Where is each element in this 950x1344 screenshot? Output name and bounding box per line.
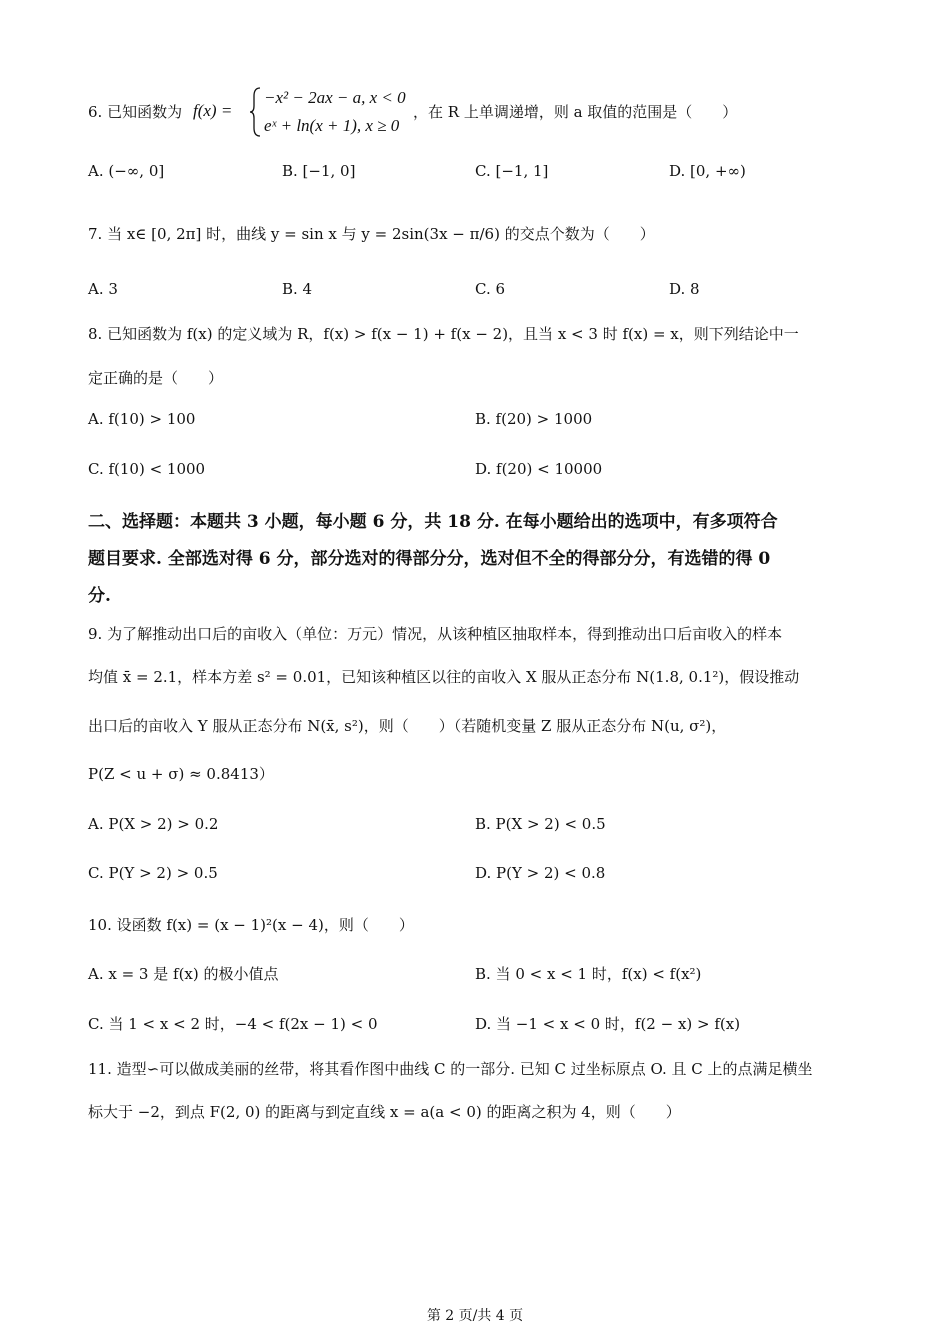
section-2-line-2: 题目要求. 全部选对得 6 分，部分选对的得部分分，选对但不全的得部分分，有选错的得 0 bbox=[88, 549, 771, 569]
q6-suffix: ，在 R 上单调递增，则 a 取值的范围是（ ） bbox=[413, 103, 738, 121]
section-2-heading bbox=[88, 504, 868, 615]
question-10-stem: 10. 设函数 f(x) = (x − 1)²(x − 4)，则（ ） bbox=[88, 916, 414, 934]
q7-option-b: B. 4 bbox=[282, 280, 313, 298]
q7-option-a: A. 3 bbox=[88, 280, 118, 298]
question-9-line-1: 9. 为了解推动出口后的亩收入（单位：万元）情况，从该种植区抽取样本，得到推动出口后亩收入的样本 bbox=[88, 625, 783, 643]
q10-option-d: D. 当 −1 < x < 0 时，f(2 − x) > f(x) bbox=[475, 1015, 741, 1033]
q10-option-b: B. 当 0 < x < 1 时，f(x) < f(x²) bbox=[475, 965, 702, 983]
q8-option-c: C. f(10) < 1000 bbox=[88, 460, 206, 478]
section-2-line-3: 分. bbox=[88, 586, 111, 606]
q8-option-d: D. f(20) < 10000 bbox=[475, 460, 603, 478]
q6-case-2: eˣ + ln(x + 1), x ≥ 0 bbox=[264, 116, 400, 135]
q8-option-a: A. f(10) > 100 bbox=[88, 410, 196, 428]
q10-options-row-1 bbox=[88, 963, 868, 989]
q8-options-row-2 bbox=[88, 460, 868, 486]
q6-prefix: 6. 已知函数为 bbox=[88, 103, 183, 121]
q6-option-c: C. [−1, 1] bbox=[475, 162, 549, 180]
page-footer: 第 2 页/共 4 页 bbox=[426, 1308, 524, 1324]
q8-option-b: B. f(20) > 1000 bbox=[475, 410, 593, 428]
left-brace-icon bbox=[248, 86, 262, 138]
q6-function-name: f(x) = bbox=[193, 101, 233, 120]
q6-options bbox=[88, 162, 868, 188]
question-11-line-1: 11. 造型∽可以做成美丽的丝带，将其看作图中曲线 C 的一部分. 已知 C 过坐标原点 O. 且 C 上的点满足横坐 bbox=[88, 1060, 813, 1078]
question-9-line-2: 均值 x̄ = 2.1，样本方差 s² = 0.01，已知该种植区以往的亩收入 X 服从正态分布 N(1.8, 0.1²)，假设推动 bbox=[88, 668, 800, 686]
q9-option-a: A. P(X > 2) > 0.2 bbox=[88, 815, 219, 833]
q7-option-c: C. 6 bbox=[475, 280, 506, 298]
q6-option-b: B. [−1, 0] bbox=[282, 162, 356, 180]
q9-option-b: B. P(X > 2) < 0.5 bbox=[475, 815, 606, 833]
q6-option-d: D. [0, +∞) bbox=[669, 162, 746, 180]
q8-options-row-1 bbox=[88, 410, 868, 436]
q9-options-row-1 bbox=[88, 815, 868, 841]
q10-option-c: C. 当 1 < x < 2 时，−4 < f(2x − 1) < 0 bbox=[88, 1015, 378, 1033]
q10-option-a: A. x = 3 是 f(x) 的极小值点 bbox=[88, 965, 279, 983]
q7-options bbox=[88, 280, 868, 306]
section-2-line-1: 二、选择题：本题共 3 小题，每小题 6 分，共 18 分. 在每小题给出的选项中，有多项符合 bbox=[88, 512, 778, 532]
question-11-line-2: 标大于 −2，到点 F(2, 0) 的距离与到定直线 x = a(a < 0) 的距离之积为 4，则（ ） bbox=[88, 1103, 681, 1121]
question-6 bbox=[88, 84, 868, 140]
q9-option-d: D. P(Y > 2) < 0.8 bbox=[475, 864, 606, 882]
q6-option-a: A. (−∞, 0] bbox=[88, 162, 165, 180]
question-8-stem-line-1: 8. 已知函数为 f(x) 的定义域为 R，f(x) > f(x − 1) + f(x − 2)，且当 x < 3 时 f(x) = x，则下列结论中一 bbox=[88, 325, 799, 343]
q6-case-1: −x² − 2ax − a, x < 0 bbox=[264, 88, 406, 107]
question-9-line-3: 出口后的亩收入 Y 服从正态分布 N(x̄, s²)，则（ ）（若随机变量 Z 服从正态分布 N(u, σ²)， bbox=[88, 717, 727, 735]
q10-options-row-2 bbox=[88, 1013, 868, 1039]
q7-option-d: D. 8 bbox=[669, 280, 700, 298]
q9-options-row-2 bbox=[88, 864, 868, 890]
question-8-stem-line-2: 定正确的是（ ） bbox=[88, 369, 224, 387]
question-9-line-4: P(Z < u + σ) ≈ 0.8413） bbox=[88, 765, 274, 783]
q9-option-c: C. P(Y > 2) > 0.5 bbox=[88, 864, 218, 882]
question-7-stem: 7. 当 x∈ [0, 2π] 时，曲线 y = sin x 与 y = 2sin(3x − π/6) 的交点个数为（ ） bbox=[88, 225, 655, 243]
